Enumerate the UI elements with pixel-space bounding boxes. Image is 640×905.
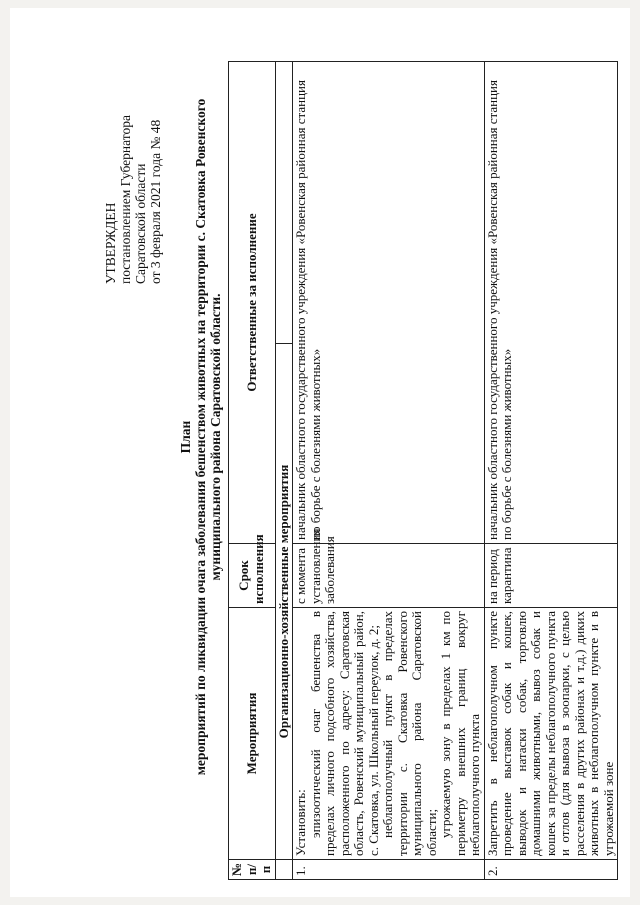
row-num: 1. [293,860,485,880]
measure-intro: Установить: [293,789,308,856]
approval-line-3: Саратовской области [133,163,148,284]
measure-item: эпизоотический очаг бешенства в пределах личного подсобного хозяйства, расположенного по адресу: Саратовская область, Ровенский муниципальный район, с. Скатовка, ул. Школьный переулок, д. 2; [307,611,381,856]
row-responsible: начальник областного государственного учреждения «Ровенская районная станция по борьбе с болезнями животных» [484,61,618,543]
approval-line-4: от 3 февраля 2021 года № 48 [148,119,163,284]
measure-item: угрожаемую зону в пределах 1 км по периметру внешних границ вокруг неблагополучного пункта [438,611,482,856]
measures-table [228,61,618,880]
row-responsible: начальник областного государственного учреждения «Ровенская районная станция по борьбе с болезнями животных» [293,61,485,543]
approval-line-1: УТВЕРЖДЕН [103,202,118,284]
approval-stamp [103,14,163,284]
plan-subheading-2: муниципального района Саратовской области. [208,293,223,581]
section-title: Организационно-хозяйственные мероприятия [275,344,293,860]
row-term: на период карантина [484,544,618,608]
document-page [10,8,630,897]
header-responsible: Ответственные за исполнение [229,61,276,543]
row-num: 2. [484,860,618,880]
rotated-content [10,8,630,897]
plan-subheading-1: мероприятий по ликвидации очага заболевания бешенством животных на территории с. Скатовка Ровенского [193,98,208,776]
header-num: № п/п [229,860,276,880]
approval-line-2: постановлением Губернатора [118,115,133,284]
header-term: Срок исполнения [229,544,276,608]
plan-heading: План [178,420,193,454]
section-row [275,61,293,879]
plan-title [178,8,223,867]
row-term: с момента установления заболевания [293,544,485,608]
header-measures: Мероприятия [229,608,276,860]
measure-item: неблагополучный пункт в пределах территории с. Скатовка Ровенского муниципального района Саратовской области; [380,611,439,856]
table-row [484,61,618,879]
table-header-row [229,61,276,879]
table-row [293,61,485,879]
row-measure: Запретить в неблагополучном пункте проведение выставок собак и кошек, выводок и натаски собак, торговлю домашними животными, вывоз собак и кошек за пределы неблагополучного пункта и отлов (для вывоза в зоопарки, с целью расселения в других районах и т.д.) диких животных в неблагополучном пункте и в угрожаемой зоне [484,608,618,860]
row-measure [293,608,485,860]
